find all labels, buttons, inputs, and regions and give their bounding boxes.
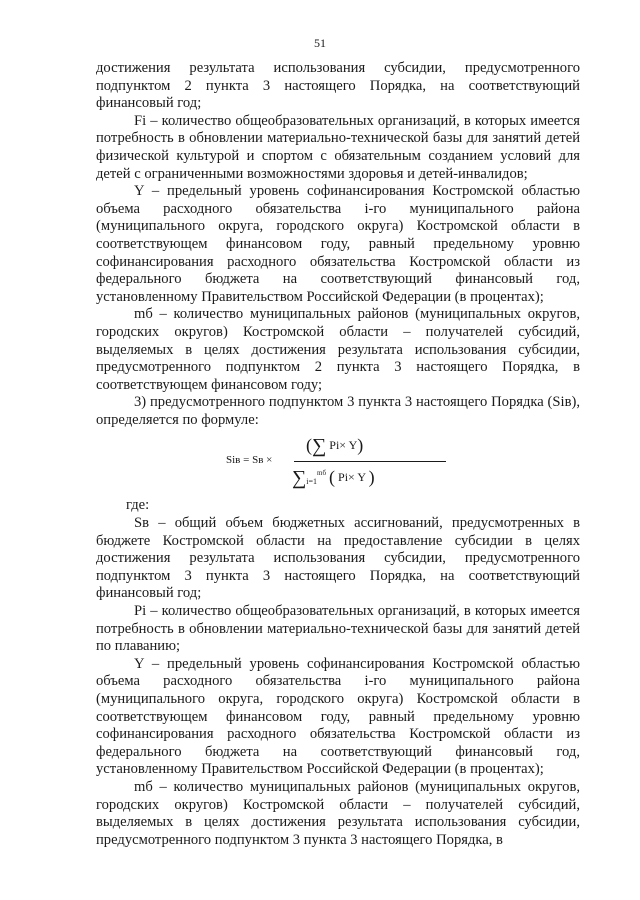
paragraph-pi-definition: Pi – количество общеобразовательных организаций, в которых имеется потребность в обновлении материально-технической базы для занятий детей по плаванию; [96, 603, 580, 655]
formula [96, 435, 580, 493]
paragraph-item-3: 3) предусмотренного подпунктом 3 пункта 3 настоящего Порядка (Siв), определяется по формуле: [96, 394, 580, 428]
paragraph-mb-definition-2: mб – количество муниципальных районов (муниципальных округов, городских округов) Костромской области – получателей субсидий, выделяемых в целях достижения результата использования субсидии, предусмотренного подпунктом 3 пункта 3 настоящего Порядка, в [96, 778, 580, 848]
sum-symbol: ∑ [312, 435, 327, 458]
formula-denominator: $\sum_{i=1}^{mб}$ ( Pi× Y ) [292, 467, 375, 490]
formula-numerator: (∑ Pi× Y) [306, 435, 364, 458]
sum-upper-limit: mб [317, 469, 327, 478]
paragraph-y-definition: Y – предельный уровень софинансирования Костромской областью объема расходного обязательства i-го муниципального района (муниципального округа, городского округа) Костромской области в соответствующем финансовом году, равный предельному уровню софинансирования расходного обязательства Костромской области из федерального бюджета на соответствующий финансовый год, установленному Правительством Российской Федерации (в процентах); [96, 183, 580, 305]
sum-symbol: ∑ [292, 467, 307, 490]
document-body [96, 60, 580, 849]
paragraph-mb-definition: mб – количество муниципальных районов (муниципальных округов, городских округов) Костромской области – получателей субсидий, выделяемых в целях достижения результата использования субсидии, предусмотренного подпунктом 2 пункта 3 настоящего Порядка, в соответствующем финансовом году; [96, 306, 580, 393]
formula-left-side: Siв = Sв × [226, 454, 273, 467]
formula-fraction [286, 435, 456, 493]
paragraph-sv-definition: Sв – общий объем бюджетных ассигнований, предусмотренных в бюджете Костромской области на предоставление субсидии в целях достижения результата использования субсидии, предусмотренного подпунктом 3 пункта 3 настоящего Порядка, на соответствующий финансовый год; [96, 515, 580, 602]
sum-lower-limit: i=1 [306, 477, 317, 487]
denominator-term: Pi× Y [338, 470, 366, 485]
numerator-term: Pi× Y [329, 438, 358, 453]
where-label: где: [126, 497, 150, 514]
page-number: 51 [314, 36, 326, 50]
paragraph-y-definition-2: Y – предельный уровень софинансирования Костромской областью объема расходного обязательства i-го муниципального района (муниципального округа, городского округа) Костромской области в соответствующем финансовом году, равный предельному уровню софинансирования расходного обязательства Костромской области из федерального бюджета на соответствующий финансовый год, установленному Правительством Российской Федерации (в процентах); [96, 655, 580, 778]
paragraph-continuation: достижения результата использования субсидии, предусмотренного подпунктом 2 пункта 3 настоящего Порядка, на соответствующий финансовый год; [96, 60, 580, 112]
paragraph-fi-definition: Fi – количество общеобразовательных организаций, в которых имеется потребность в обновлении материально-технической базы для занятий детей физической культурой и спортом с обязательным созданием условий для детей с ограниченными возможностями здоровья и детей-инвалидов; [96, 112, 580, 182]
fraction-line [294, 461, 446, 462]
